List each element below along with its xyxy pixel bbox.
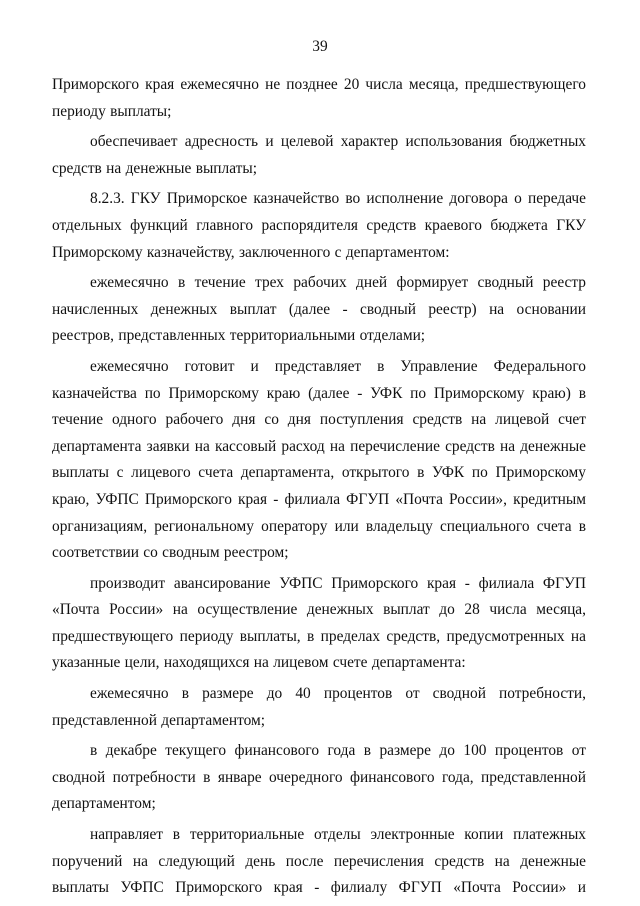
paragraph-continuation: Приморского края ежемесячно не позднее 20 числа месяца, предшествующего периоду выплаты; [52, 76, 586, 120]
paragraph-clause-8-2-3: 8.2.3. ГКУ Приморское казначейство во исполнение договора о передаче отдельных функций главного распорядителя средств краевого бюджета ГКУ Приморскому казначейству, заключенного с департаментом: [52, 190, 586, 261]
paragraph-advance-payment: производит авансирование УФПС Приморского края - филиала ФГУП «Почта России» на осуществление денежных выплат до 28 числа месяца, предшествующего периоду выплаты, в пределах средств, предусмотренных на указанные цели, находящихся на лицевом счете департамента: [52, 574, 586, 672]
paragraph-monthly-40-percent: ежемесячно в размере до 40 процентов от сводной потребности, представленной департаментом; [52, 685, 586, 729]
paragraph-cash-requests: ежемесячно готовит и представляет в Управление Федерального казначейства по Приморскому краю (далее - УФК по Приморскому краю) в течение одного рабочего дня со дня поступления средств на лицевой счет департамента заявки на кассовый расход на перечисление средств на денежные выплаты с лицевого счета департамента, открытого в УФК по Приморскому краю, УФПС Приморского края - филиала ФГУП «Почта России», кредитным организациям, региональному оператору или владельцу специального счета в соответствии со сводным реестром; [52, 357, 586, 562]
paragraph-payment-orders: направляет в территориальные отделы электронные копии платежных поручений на следующий день после перечисления средств на денежные выплаты УФПС Приморского края - филиалу ФГУП «Почта России» и [52, 826, 586, 897]
paragraph-targeting: обеспечивает адресность и целевой характер использования бюджетных средств на денежные выплаты; [52, 133, 586, 177]
document-body [52, 72, 586, 906]
paragraph-summary-registry: ежемесячно в течение трех рабочих дней формирует сводный реестр начисленных денежных выплат (далее - сводный реестр) на основании реестров, представленных территориальными отделами; [52, 274, 586, 345]
paragraph-december-100-percent: в декабре текущего финансового года в размере до 100 процентов от сводной потребности в январе очередного финансового года, представленной департаментом; [52, 742, 586, 813]
page-number: 39 [312, 38, 328, 55]
